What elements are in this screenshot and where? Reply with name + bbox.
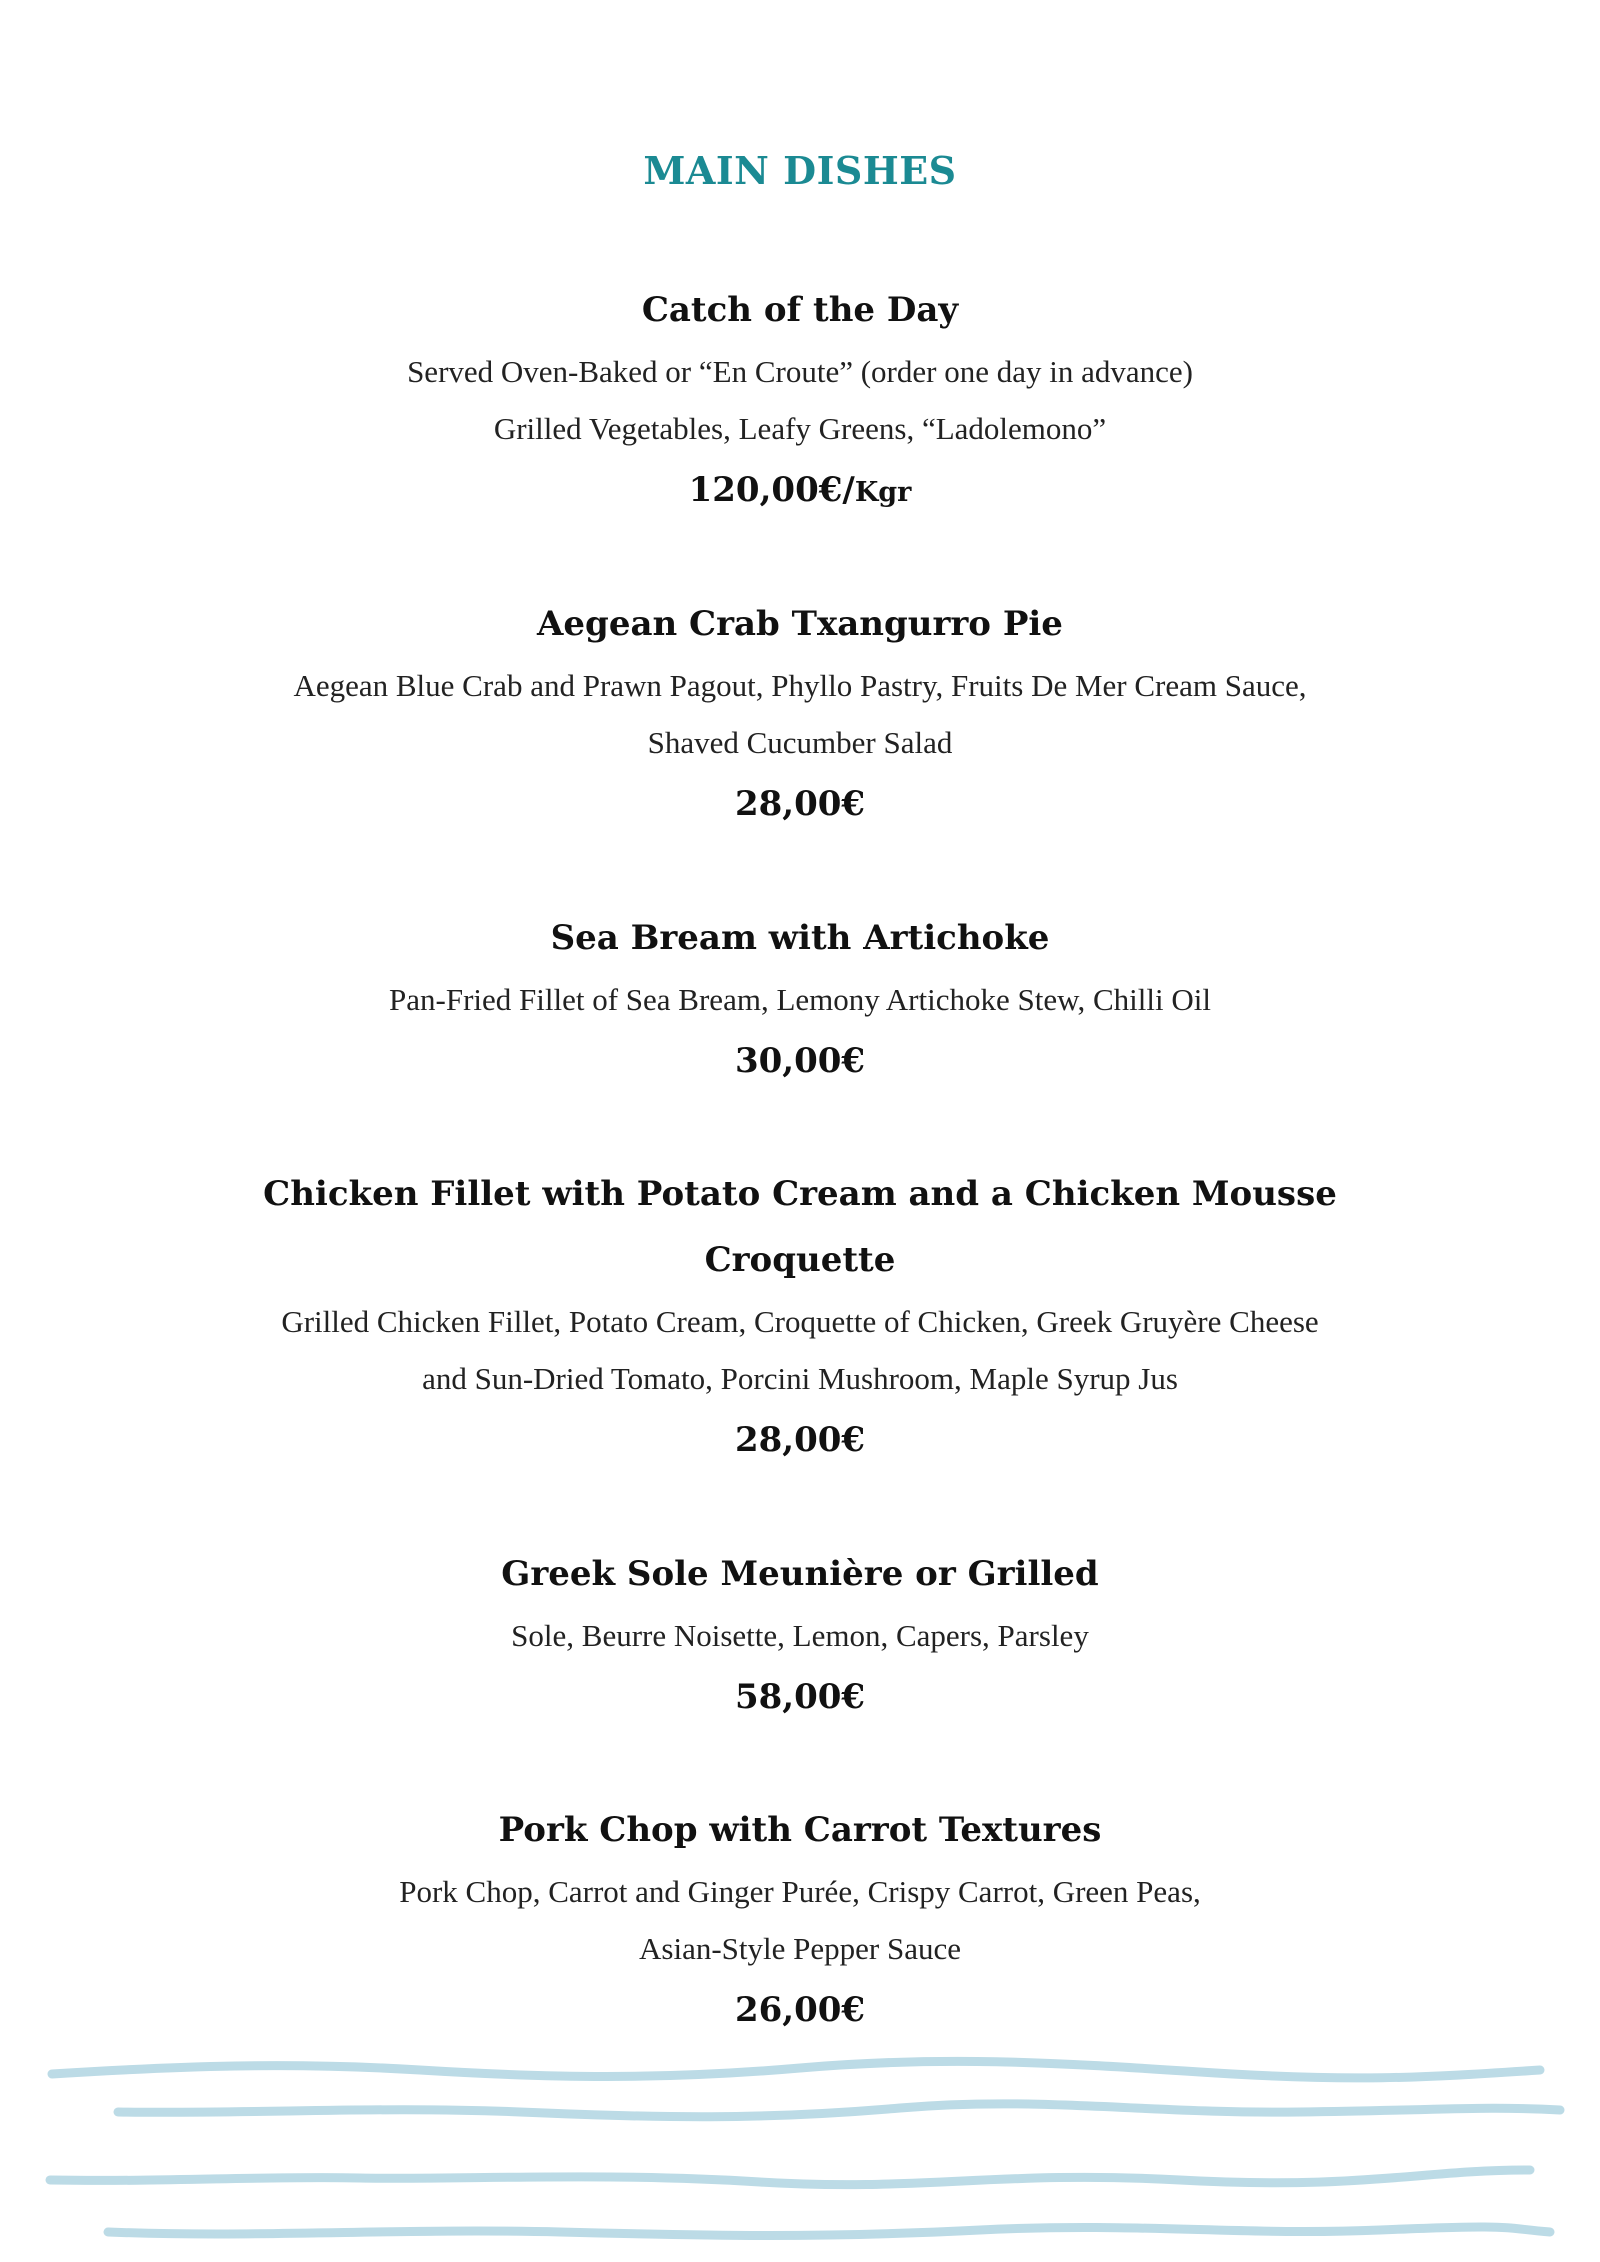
dish-price: [0, 457, 1600, 526]
dish-name: Aegean Crab Txangurro Pie: [537, 604, 1063, 644]
wave-line: [108, 2227, 1550, 2236]
dish-chicken-fillet: [0, 1161, 1600, 1473]
dish-catch-of-the-day: [0, 277, 1600, 526]
dish-description-line: Served Oven-Baked or “En Croute” (order one day in advance): [407, 354, 1193, 389]
dish-price: 28,00€: [734, 784, 866, 824]
wave-line: [118, 2104, 1560, 2117]
section-title: MAIN DISHES: [643, 148, 957, 193]
dish-description-line: Asian-Style Pepper Sauce: [639, 1931, 961, 1966]
dish-sea-bream: [0, 905, 1600, 1094]
price-value: 120,00€/: [688, 470, 855, 510]
dish-description-line: and Sun-Dried Tomato, Porcini Mushroom, Maple Syrup Jus: [422, 1361, 1178, 1396]
dish-name: Catch of the Day: [641, 290, 959, 330]
dish-greek-sole: [0, 1541, 1600, 1730]
dish-description-line: Aegean Blue Crab and Prawn Pagout, Phyllo Pastry, Fruits De Mer Cream Sauce,: [293, 668, 1307, 703]
dish-description-line: Sole, Beurre Noisette, Lemon, Capers, Parsley: [511, 1618, 1089, 1653]
dish-name: Greek Sole Meunière or Grilled: [501, 1554, 1099, 1594]
dish-description-line: Grilled Vegetables, Leafy Greens, “Ladolemono”: [493, 411, 1107, 446]
dish-price: 30,00€: [734, 1041, 866, 1081]
dish-name: Croquette: [704, 1240, 896, 1280]
dish-description-line: Shaved Cucumber Salad: [647, 725, 953, 760]
dish-description-line: Pan-Fried Fillet of Sea Bream, Lemony Artichoke Stew, Chilli Oil: [389, 982, 1211, 1017]
dish-price: 26,00€: [734, 1990, 866, 2030]
dish-name: Pork Chop with Carrot Textures: [498, 1810, 1102, 1850]
price-unit: Kgr: [854, 477, 912, 508]
decorative-waves: [0, 2040, 1600, 2262]
dish-pork-chop: [0, 1797, 1600, 2043]
dish-description-line: Pork Chop, Carrot and Ginger Purée, Crispy Carrot, Green Peas,: [399, 1874, 1201, 1909]
dish-description-line: Grilled Chicken Fillet, Potato Cream, Croquette of Chicken, Greek Gruyère Cheese: [281, 1304, 1319, 1339]
dish-price: 58,00€: [734, 1677, 866, 1717]
dish-name: Chicken Fillet with Potato Cream and a Chicken Mousse: [263, 1174, 1337, 1214]
dish-name: Sea Bream with Artichoke: [550, 918, 1050, 958]
dish-aegean-crab: [0, 591, 1600, 837]
wave-line: [52, 2061, 1540, 2078]
wave-line: [50, 2170, 1530, 2185]
dish-price: 28,00€: [734, 1420, 866, 1460]
